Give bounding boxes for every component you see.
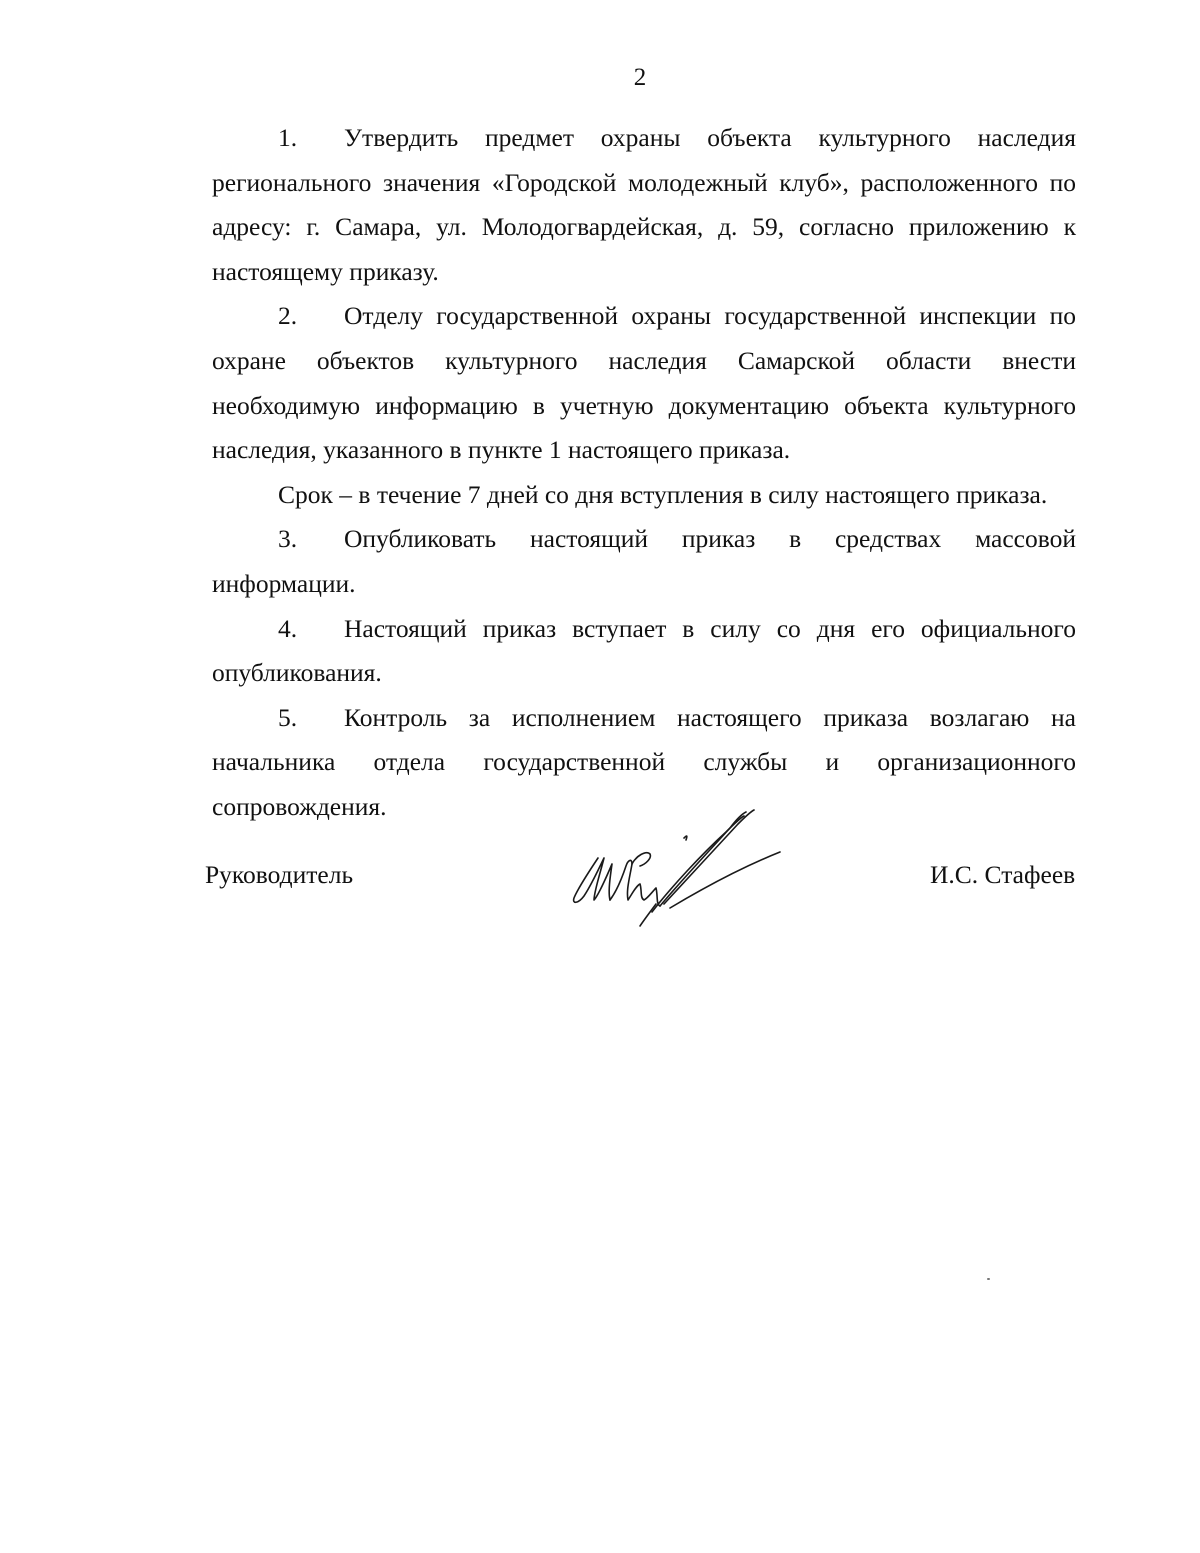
paragraph-1 xyxy=(212,116,1076,294)
paragraph-text: Контроль за исполнением настоящего приказа возлагаю на начальника отдела государственной службы и организационного сопровождения. xyxy=(212,702,1076,821)
paragraph-3 xyxy=(212,517,1076,606)
document-body xyxy=(212,116,1076,830)
signatory-role: Руководитель xyxy=(205,860,354,889)
paragraph-text: Отделу государственной охраны государственной инспекции по охране объектов культурного наследия Самарской области внести необходимую информацию в учетную документацию объекта культурного наследия, указанного в пункте 1 настоящего приказа. xyxy=(212,301,1076,465)
scan-speck xyxy=(987,1278,990,1280)
paragraph-text: Срок – в течение 7 дней со дня вступления в силу настоящего приказа. xyxy=(278,479,1048,509)
paragraph-number: 4. xyxy=(278,613,298,643)
paragraph-4 xyxy=(212,607,1076,696)
handwritten-signature xyxy=(560,800,790,930)
signature-block xyxy=(0,800,1200,940)
paragraph-number: 1. xyxy=(278,123,298,152)
paragraph-2 xyxy=(212,294,1076,472)
paragraph-number: 2. xyxy=(278,301,298,331)
paragraph-text: Утвердить предмет охраны объекта культурного наследия регионального значения «Городской молодежный клуб», расположенного по адресу: г. Самара, ул. Молодогвардейская, д. 59, согласно приложению к настоящему приказу. xyxy=(212,123,1076,286)
page-number: 2 xyxy=(633,64,647,91)
paragraph-number: 5. xyxy=(278,702,298,732)
deadline-paragraph xyxy=(212,473,1076,518)
paragraph-text: Настоящий приказ вступает в силу со дня его официального опубликования. xyxy=(212,613,1076,688)
paragraph-number: 3. xyxy=(278,524,298,554)
paragraph-text: Опубликовать настоящий приказ в средствах массовой информации. xyxy=(212,524,1076,598)
signatory-name: И.С. Стафеев xyxy=(930,860,1076,889)
